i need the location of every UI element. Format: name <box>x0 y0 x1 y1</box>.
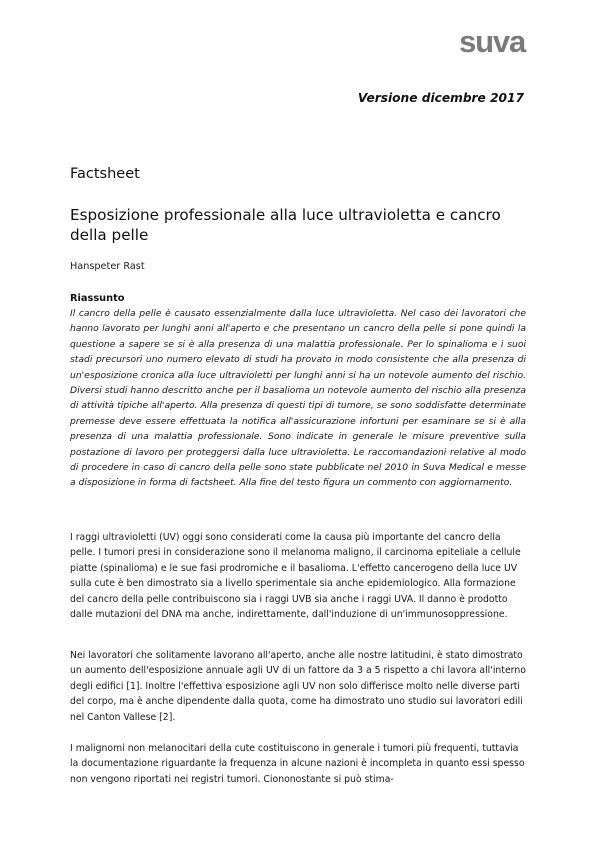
abstract-heading: Riassunto <box>70 293 125 304</box>
abstract-section <box>70 292 526 491</box>
document-title: Esposizione professionale alla luce ultravioletta e cancro della pelle <box>70 206 501 244</box>
body-paragraph: I malignomi non melanocitari della cute costituiscono in generale i tumori più frequenti, tuttavia la documentazione riguardante la frequenza in alcune nazioni è incompleta in quanto essi spesso non vengono riportati nei registri tumori. Ciononostante si può stima- <box>70 743 525 785</box>
abstract-text: Il cancro della pelle è causato essenzialmente dalla luce ultravioletta. Nel caso dei lavoratori che hanno lavorato per lunghi anni all'aperto e che presentano un cancro della pelle si pone quindi la questione a sapere se si è alla presenza di una malattia professionale. Per lo spinalioma e i suoi stadi precursori uno numero elevato di studi ha provato in modo consistente che alla presenza di un'esposizione cronica alla luce ultravioletti per lunghi anni si ha un notevole aumento del rischio. Diversi studi hanno descritto anche per il basalioma un notevole aumento del rischio alla presenza di attività tipiche all'aperto. Alla presenza di questi tipi di tumore, se sono soddisfatte determinate premesse deve essere effettuata la notifica all'assicurazione infortuni per esaminare se si è alla presenza di una malattia professionale. Sono indicate in generale le misure preventive sulla postazione di lavoro per proteggersi dalla luce ultravioletta. Le raccomandazioni relative al modo di procedere in caso di cancro della pelle sono state pubblicate nel 2010 in Suva Medical e messe a disposizione in forma di factsheet. Alla fine del testo figura un commento con aggiornamento. <box>70 308 526 489</box>
author-name: Hanspeter Rast <box>70 261 145 272</box>
body-paragraph: I raggi ultravioletti (UV) oggi sono considerati come la causa più importante del cancro della pelle. I tumori presi in considerazione sono il melanoma maligno, il carcinoma epiteliale a cellule piatte (spinalioma) e le sue fasi prodromiche e il basalioma. L'effetto cancerogeno della luce UV sulla cute è ben dimostrato sia a livello sperimentale sia anche epidemiologico. Alla formazione del cancro della pelle contribuiscono sia i raggi UVB sia anche i raggi UVA. Il danno è prodotto dalle mutazioni del DNA ma anche, indirettamente, dall'induzione di un'immunosoppressione. <box>70 532 521 621</box>
suva-logo: suva <box>459 24 525 59</box>
version-date: Versione dicembre 2017 <box>357 91 524 105</box>
body-paragraph: Nei lavoratori che solitamente lavorano all'aperto, anche alle nostre latitudini, è stato dimostrato un aumento dell'esposizione annuale agli UV di un fattore da 3 a 5 rispetto a chi lavora all'interno degli edifici [1]. Inoltre l'effettiva esposizione agli UV non solo differisce molto nelle diverse parti del corpo, ma è anche dipendente dalla quota, come ha dimostrato uno studio sui lavoratori edili nel Canton Vallese [2]. <box>70 650 526 723</box>
document-type-label: Factsheet <box>70 166 140 182</box>
